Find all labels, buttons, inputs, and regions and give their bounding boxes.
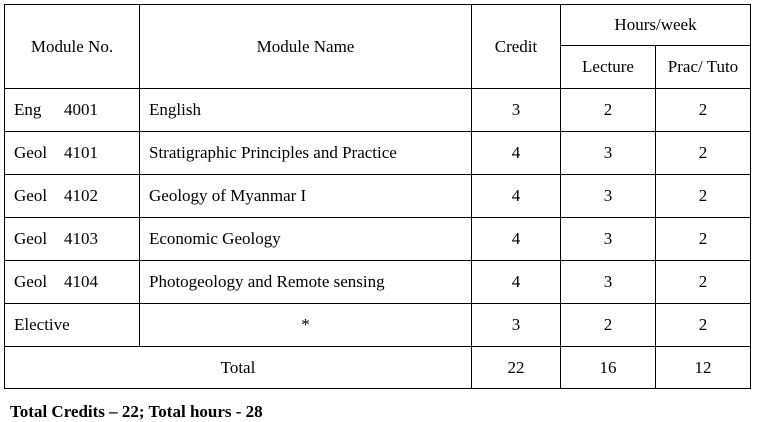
header-credit: Credit <box>472 5 561 89</box>
header-module-name: Module Name <box>140 5 472 89</box>
total-summary: Total Credits – 22; Total hours - 28 <box>10 402 263 421</box>
module-code-prefix: Geol <box>14 143 48 162</box>
module-prac: 2 <box>656 218 751 261</box>
header-hours-week: Hours/week <box>561 5 751 46</box>
module-credit: 3 <box>472 304 561 347</box>
module-lecture: 2 <box>561 89 656 132</box>
module-code-number: 4104 <box>64 272 98 291</box>
module-prac: 2 <box>656 304 751 347</box>
module-code-number: 4101 <box>64 143 98 162</box>
module-code-number: 4103 <box>64 229 98 248</box>
module-credit: 4 <box>472 218 561 261</box>
module-prac: 2 <box>656 132 751 175</box>
module-code-prefix: Eng <box>14 100 42 119</box>
table-row <box>5 132 751 175</box>
total-row <box>5 347 751 389</box>
module-credit: 3 <box>472 89 561 132</box>
module-name: English <box>140 89 472 132</box>
module-code-prefix: Elective <box>14 315 70 334</box>
module-lecture: 2 <box>561 304 656 347</box>
table-row <box>5 261 751 304</box>
module-credit: 4 <box>472 175 561 218</box>
module-code <box>5 132 140 175</box>
module-code-prefix: Geol <box>14 186 48 205</box>
table-row <box>5 304 751 347</box>
module-code <box>5 175 140 218</box>
module-lecture: 3 <box>561 132 656 175</box>
header-module-no: Module No. <box>5 5 140 89</box>
module-code <box>5 89 140 132</box>
header-lecture: Lecture <box>561 46 656 89</box>
module-lecture: 3 <box>561 218 656 261</box>
module-prac: 2 <box>656 89 751 132</box>
module-name: Stratigraphic Principles and Practice <box>140 132 472 175</box>
table-row <box>5 89 751 132</box>
total-credit: 22 <box>472 347 561 389</box>
module-code-number: 4102 <box>64 186 98 205</box>
table-row <box>5 218 751 261</box>
total-prac: 12 <box>656 347 751 389</box>
module-prac: 2 <box>656 175 751 218</box>
module-name: Geology of Myanmar I <box>140 175 472 218</box>
module-code-prefix: Geol <box>14 272 48 291</box>
module-code-number: 4001 <box>64 100 98 119</box>
module-code <box>5 218 140 261</box>
module-lecture: 3 <box>561 175 656 218</box>
module-name: Photogeology and Remote sensing <box>140 261 472 304</box>
module-credit: 4 <box>472 132 561 175</box>
module-name: * <box>140 304 472 347</box>
header-prac-tuto: Prac/ Tuto <box>656 46 751 89</box>
module-code <box>5 304 140 347</box>
module-name: Economic Geology <box>140 218 472 261</box>
module-table <box>4 4 751 389</box>
module-lecture: 3 <box>561 261 656 304</box>
module-credit: 4 <box>472 261 561 304</box>
module-code <box>5 261 140 304</box>
module-prac: 2 <box>656 261 751 304</box>
total-label: Total <box>5 347 472 389</box>
module-code-prefix: Geol <box>14 229 48 248</box>
table-row <box>5 175 751 218</box>
total-lecture: 16 <box>561 347 656 389</box>
